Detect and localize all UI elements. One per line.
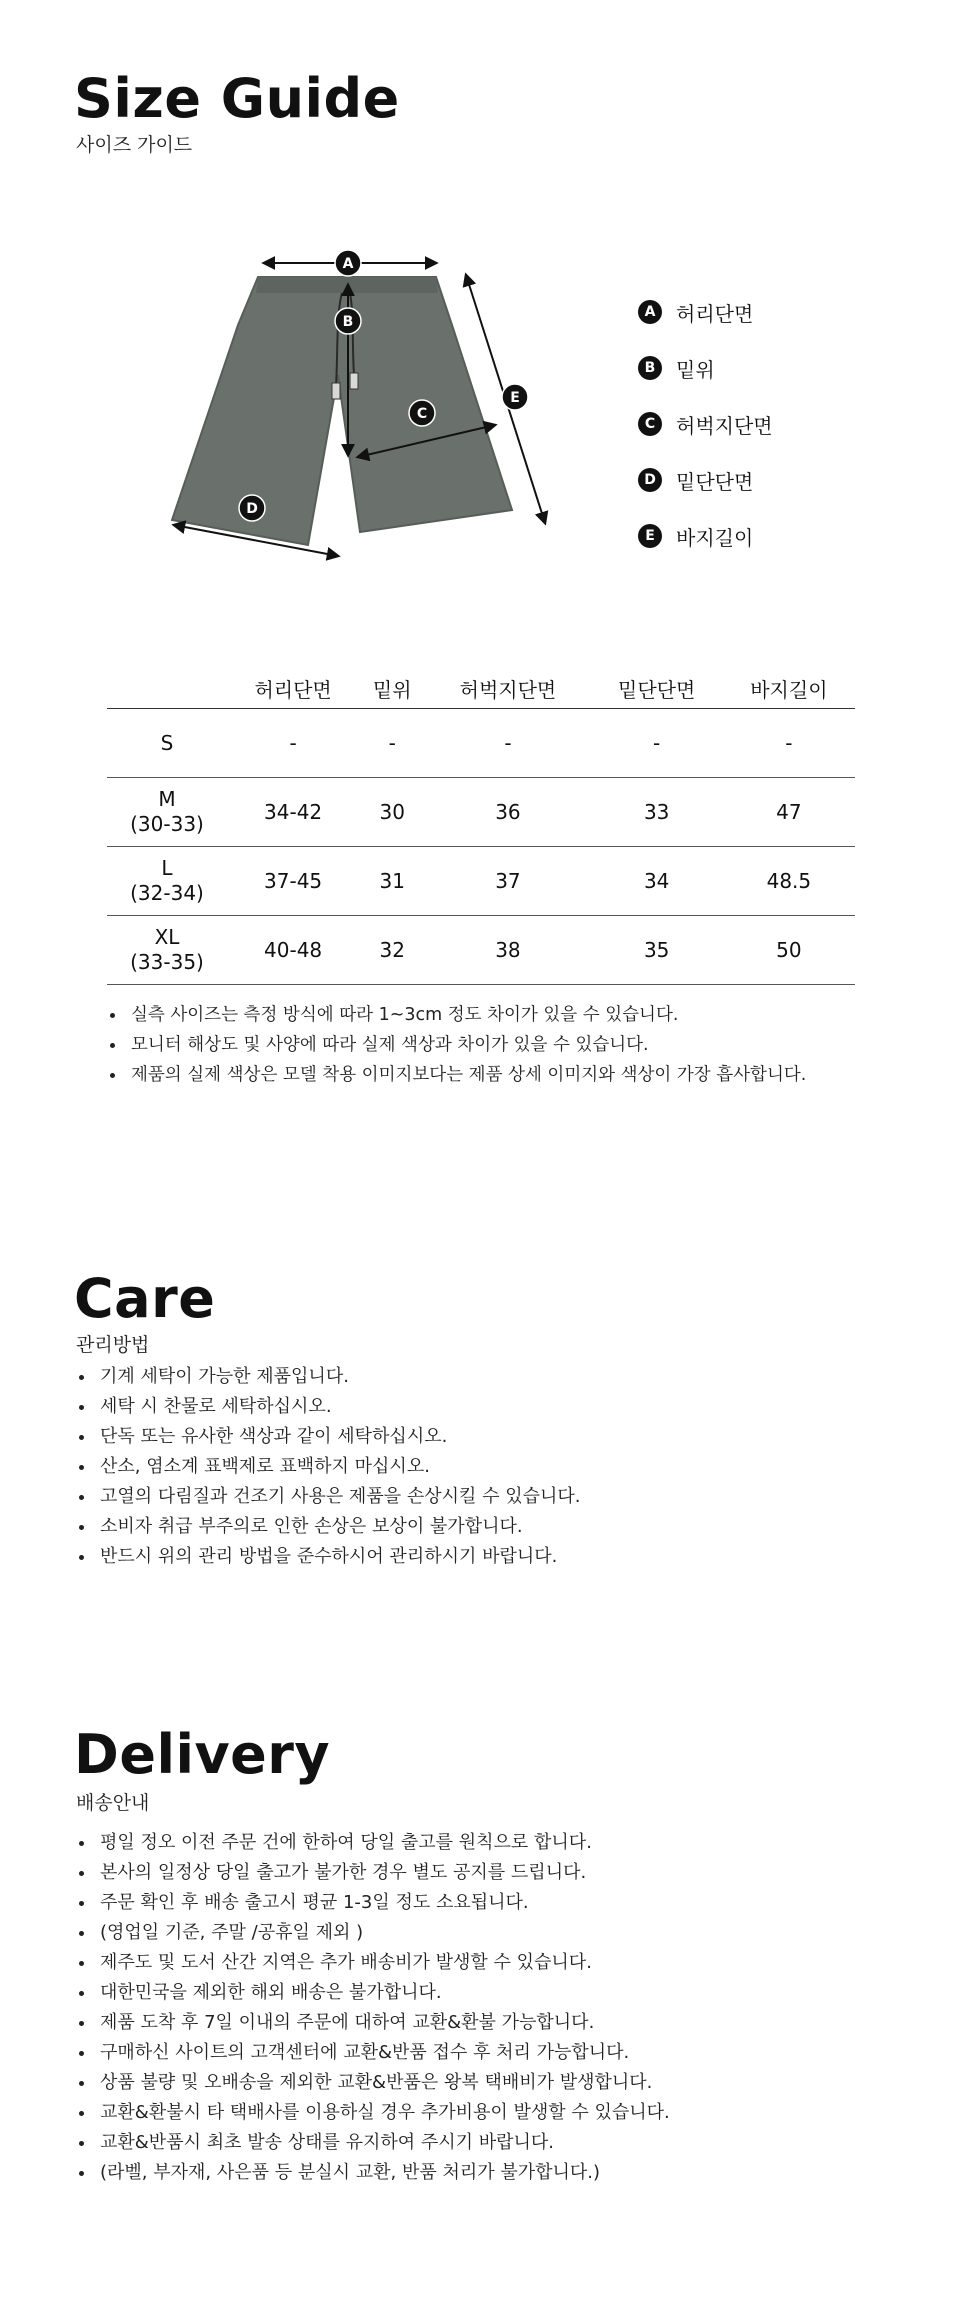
marker-c bbox=[409, 400, 435, 426]
table-cell: 37 bbox=[425, 847, 590, 916]
legend-item bbox=[638, 298, 773, 326]
table-cell: 47 bbox=[723, 778, 855, 847]
table-cell: 30 bbox=[359, 778, 425, 847]
legend-item bbox=[638, 466, 773, 494]
measurement-legend bbox=[638, 298, 773, 578]
legend-label: 허리단면 bbox=[676, 301, 754, 326]
list-item: 고열의 다림질과 건조기 사용은 제품을 손상시킬 수 있습니다. bbox=[76, 1482, 580, 1512]
table-cell: 48.5 bbox=[723, 847, 855, 916]
list-item: 평일 정오 이전 주문 건에 한하여 당일 출고를 원칙으로 합니다. bbox=[76, 1828, 670, 1858]
size-name: L bbox=[161, 856, 173, 880]
list-item: 세탁 시 찬물로 세탁하십시오. bbox=[76, 1392, 580, 1422]
delivery-list bbox=[76, 1828, 670, 2188]
header-rise: 밑위 bbox=[359, 668, 425, 709]
header-hem: 밑단단면 bbox=[591, 668, 723, 709]
delivery-subtitle: 배송안내 bbox=[76, 1792, 150, 1814]
size-cell bbox=[107, 709, 227, 778]
list-item: (라벨, 부자재, 사은품 등 분실시 교환, 반품 처리가 불가합니다.) bbox=[76, 2158, 670, 2188]
list-item: 소비자 취급 부주의로 인한 손상은 보상이 불가합니다. bbox=[76, 1512, 580, 1542]
table-header-row bbox=[107, 668, 855, 709]
table-cell: - bbox=[591, 709, 723, 778]
care-subtitle: 관리방법 bbox=[76, 1334, 150, 1356]
table-cell: 33 bbox=[591, 778, 723, 847]
list-item: 반드시 위의 관리 방법을 준수하시어 관리하시기 바랍니다. bbox=[76, 1542, 580, 1572]
table-cell: 34-42 bbox=[227, 778, 359, 847]
list-item: 기계 세탁이 가능한 제품입니다. bbox=[76, 1362, 580, 1392]
table-cell: 38 bbox=[425, 916, 590, 985]
legend-label: 허벅지단면 bbox=[676, 413, 773, 438]
svg-text:A: A bbox=[342, 256, 354, 272]
table-row bbox=[107, 709, 855, 778]
list-item: (영업일 기준, 주말 /공휴일 제외 ) bbox=[76, 1918, 670, 1948]
table-cell: - bbox=[723, 709, 855, 778]
table-cell: 37-45 bbox=[227, 847, 359, 916]
size-name: S bbox=[160, 730, 174, 755]
table-cell: - bbox=[227, 709, 359, 778]
svg-text:C: C bbox=[416, 406, 428, 422]
table-cell: 34 bbox=[591, 847, 723, 916]
list-item: 대한민국을 제외한 해외 배송은 불가합니다. bbox=[76, 1978, 670, 2008]
marker-a bbox=[335, 250, 361, 276]
list-item: 제주도 및 도서 산간 지역은 추가 배송비가 발생할 수 있습니다. bbox=[76, 1948, 670, 1978]
list-item: 상품 불량 및 오배송을 제외한 교환&반품은 왕복 택배비가 발생합니다. bbox=[76, 2068, 670, 2098]
list-item: 실측 사이즈는 측정 방식에 따라 1~3cm 정도 차이가 있을 수 있습니다. bbox=[107, 1000, 806, 1030]
table-cell: 50 bbox=[723, 916, 855, 985]
size-range: (30-33) bbox=[130, 812, 204, 836]
table-cell: 32 bbox=[359, 916, 425, 985]
list-item: 제품 도착 후 7일 이내의 주문에 대하여 교환&환불 가능합니다. bbox=[76, 2008, 670, 2038]
size-guide-subtitle: 사이즈 가이드 bbox=[76, 134, 193, 156]
legend-item bbox=[638, 410, 773, 438]
list-item: 교환&환불시 타 택배사를 이용하실 경우 추가비용이 발생할 수 있습니다. bbox=[76, 2098, 670, 2128]
marker-b bbox=[335, 308, 361, 334]
size-range: (32-34) bbox=[130, 881, 204, 905]
list-item: 모니터 해상도 및 사양에 따라 실제 색상과 차이가 있을 수 있습니다. bbox=[107, 1030, 806, 1060]
size-name: M bbox=[158, 787, 176, 811]
legend-label: 밑위 bbox=[676, 357, 715, 382]
shorts-measurement-diagram bbox=[160, 235, 580, 575]
marker-d-badge: D bbox=[638, 468, 662, 492]
table-row bbox=[107, 847, 855, 916]
list-item: 산소, 염소계 표백제로 표백하지 마십시오. bbox=[76, 1452, 580, 1482]
list-item: 주문 확인 후 배송 출고시 평균 1-3일 정도 소요됩니다. bbox=[76, 1888, 670, 1918]
legend-label: 밑단단면 bbox=[676, 469, 754, 494]
legend-item bbox=[638, 354, 773, 382]
list-item: 구매하신 사이트의 고객센터에 교환&반품 접수 후 처리 가능합니다. bbox=[76, 2038, 670, 2068]
size-cell bbox=[107, 916, 227, 985]
svg-text:E: E bbox=[510, 390, 520, 406]
list-item: 단독 또는 유사한 색상과 같이 세탁하십시오. bbox=[76, 1422, 580, 1452]
table-cell: 40-48 bbox=[227, 916, 359, 985]
table-cell: 36 bbox=[425, 778, 590, 847]
care-title: Care bbox=[74, 1267, 216, 1330]
table-row bbox=[107, 778, 855, 847]
list-item: 제품의 실제 색상은 모델 착용 이미지보다는 제품 상세 이미지와 색상이 가장 흡사합니다. bbox=[107, 1060, 806, 1090]
svg-text:D: D bbox=[246, 501, 258, 517]
list-item: 본사의 일정상 당일 출고가 불가한 경우 별도 공지를 드립니다. bbox=[76, 1858, 670, 1888]
table-cell: 35 bbox=[591, 916, 723, 985]
size-name: XL bbox=[154, 925, 180, 949]
header-size bbox=[107, 668, 227, 709]
size-cell bbox=[107, 778, 227, 847]
marker-b-badge: B bbox=[638, 356, 662, 380]
size-notes-list bbox=[107, 1000, 806, 1090]
size-guide-title: Size Guide bbox=[74, 67, 400, 130]
legend-item bbox=[638, 522, 773, 550]
delivery-title: Delivery bbox=[74, 1723, 331, 1786]
size-table bbox=[107, 668, 855, 985]
size-cell bbox=[107, 847, 227, 916]
marker-d bbox=[239, 495, 265, 521]
marker-e bbox=[502, 384, 528, 410]
header-waist: 허리단면 bbox=[227, 668, 359, 709]
size-range: (33-35) bbox=[130, 950, 204, 974]
header-length: 바지길이 bbox=[723, 668, 855, 709]
care-list bbox=[76, 1362, 580, 1572]
table-cell: 31 bbox=[359, 847, 425, 916]
table-row bbox=[107, 916, 855, 985]
marker-c-badge: C bbox=[638, 412, 662, 436]
svg-text:B: B bbox=[342, 314, 354, 330]
table-cell: - bbox=[425, 709, 590, 778]
legend-label: 바지길이 bbox=[676, 525, 754, 550]
table-cell: - bbox=[359, 709, 425, 778]
marker-a-badge: A bbox=[638, 300, 662, 324]
list-item: 교환&반품시 최초 발송 상태를 유지하여 주시기 바랍니다. bbox=[76, 2128, 670, 2158]
header-thigh: 허벅지단면 bbox=[425, 668, 590, 709]
marker-e-badge: E bbox=[638, 524, 662, 548]
